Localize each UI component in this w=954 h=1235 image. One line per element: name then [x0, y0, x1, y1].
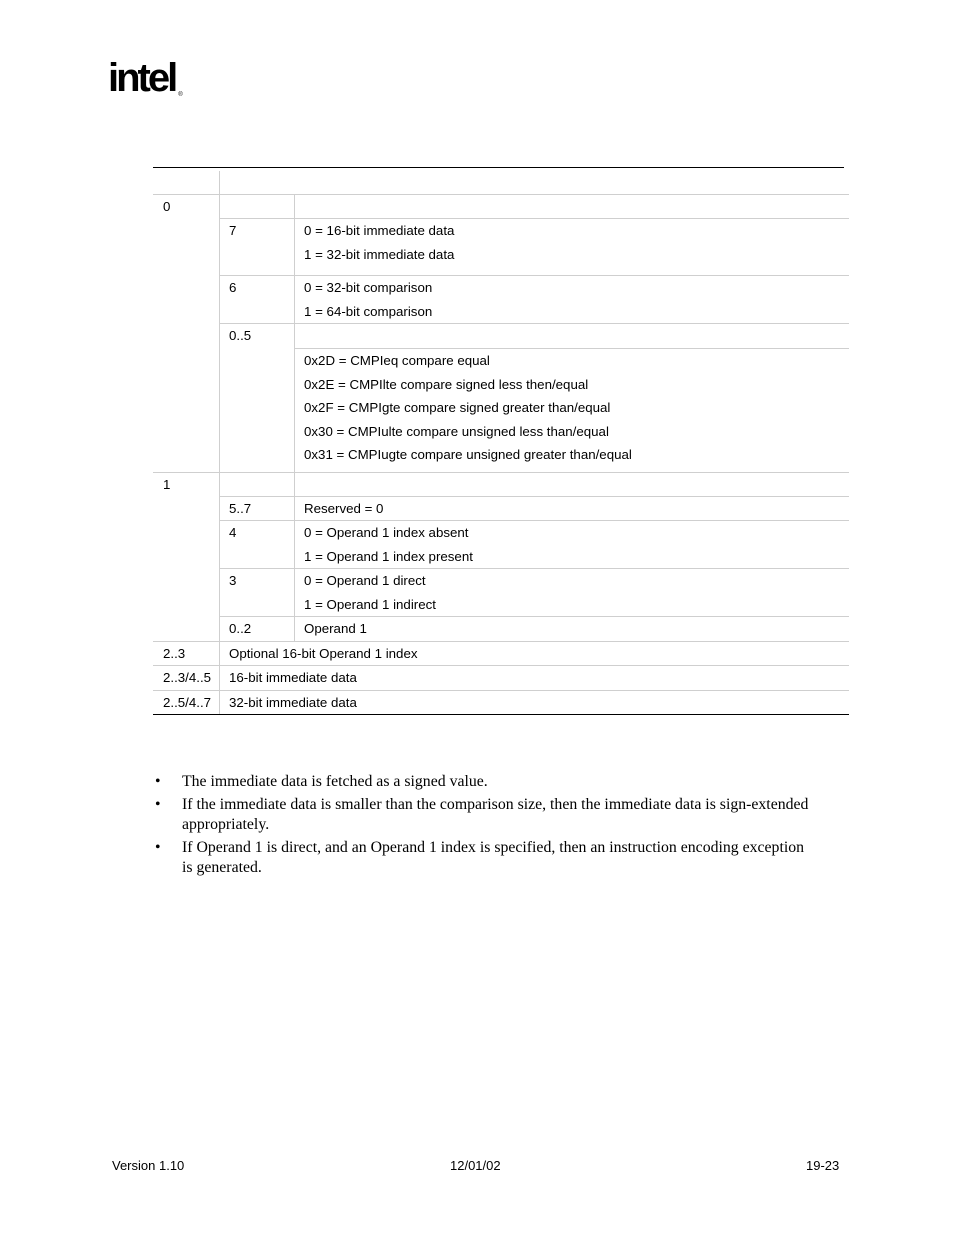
bit-desc: Reserved = 0: [304, 500, 384, 516]
bit-desc: 0 = Operand 1 direct: [304, 573, 426, 588]
desc-cell: Optional 16-bit Operand 1 index: [229, 645, 418, 661]
bit-label: 5..7: [229, 500, 252, 516]
bit-desc: 1 = Operand 1 indirect: [304, 596, 436, 612]
logo-text: intel: [108, 56, 176, 100]
table-row: [220, 219, 849, 276]
offset-cell: 2..5/4..7: [153, 691, 220, 715]
opcode-desc: 0x2D = CMPIeq compare equal: [304, 353, 490, 368]
bit-label: 4: [229, 525, 237, 540]
bullet-icon: •: [155, 773, 161, 790]
table-row: [153, 642, 849, 667]
byte0-label: 0: [153, 195, 220, 472]
byte1-bits: [220, 473, 849, 641]
table-header-row: [153, 171, 849, 195]
footer-date: 12/01/02: [450, 1158, 501, 1173]
table-row: [220, 569, 849, 617]
note-text: The immediate data is fetched as a signed value.: [182, 773, 488, 790]
bit-desc: 0 = 32-bit comparison: [304, 280, 433, 295]
bit-desc: 1 = Operand 1 index present: [304, 548, 473, 564]
opcode-desc: 0x30 = CMPIulte compare unsigned less than/equal: [304, 423, 609, 439]
table-row: [220, 473, 849, 497]
bit-desc: 1 = 64-bit comparison: [304, 303, 433, 319]
notes-list: [153, 772, 813, 881]
registered-mark: ®: [178, 92, 183, 98]
bit-label: 3: [229, 573, 237, 588]
bit-label: 7: [229, 223, 237, 238]
top-rule: [153, 167, 844, 168]
bit-desc: 1 = 32-bit immediate data: [304, 246, 455, 262]
header-cell-description: [220, 171, 849, 194]
offset-cell: 2..3/4..5: [153, 666, 220, 690]
opcode-desc: 0x2E = CMPIlte compare signed less then/equal: [304, 376, 589, 392]
note-text: If the immediate data is smaller than the comparison size, then the immediate data is sign-extended appropriately.: [182, 796, 809, 833]
table-row: [220, 195, 849, 219]
list-item: [153, 838, 813, 878]
note-text: If Operand 1 is direct, and an Operand 1 index is specified, then an instruction encoding exception is generated.: [182, 839, 805, 876]
bit-desc: 0 = 16-bit immediate data: [304, 223, 455, 238]
bullet-icon: •: [155, 839, 161, 856]
header-cell-offset: [153, 171, 220, 194]
encoding-table: [153, 171, 849, 715]
bit-label: 0..2: [229, 621, 252, 636]
list-item: [153, 772, 813, 792]
bit-label: 0..5: [229, 328, 252, 343]
table-row: [220, 617, 849, 641]
table-row: [153, 691, 849, 716]
offset-cell: 2..3: [153, 642, 220, 666]
intel-logo: [108, 58, 183, 98]
opcode-desc: 0x2F = CMPIgte compare signed greater than/equal: [304, 400, 611, 415]
bullet-icon: •: [155, 796, 161, 813]
table-row: [153, 666, 849, 691]
table-row: [220, 521, 849, 569]
byte1-label: 1: [153, 473, 220, 641]
table-row: [220, 276, 849, 324]
footer-version: Version 1.10: [112, 1158, 185, 1173]
footer-page-number: 19-23: [806, 1158, 840, 1173]
byte1-group: [153, 473, 849, 642]
opcode-desc: 0x31 = CMPIugte compare unsigned greater than/equal: [304, 447, 632, 462]
table-row: [220, 324, 849, 472]
table-row: [220, 497, 849, 522]
bit-label: 6: [229, 280, 237, 295]
list-item: [153, 795, 813, 835]
bit-desc: 0 = Operand 1 index absent: [304, 525, 469, 540]
byte0-bits: [220, 195, 849, 472]
desc-cell: 32-bit immediate data: [229, 694, 357, 710]
bit-desc: Operand 1: [304, 621, 367, 636]
byte0-group: [153, 195, 849, 473]
desc-cell: 16-bit immediate data: [229, 670, 357, 685]
